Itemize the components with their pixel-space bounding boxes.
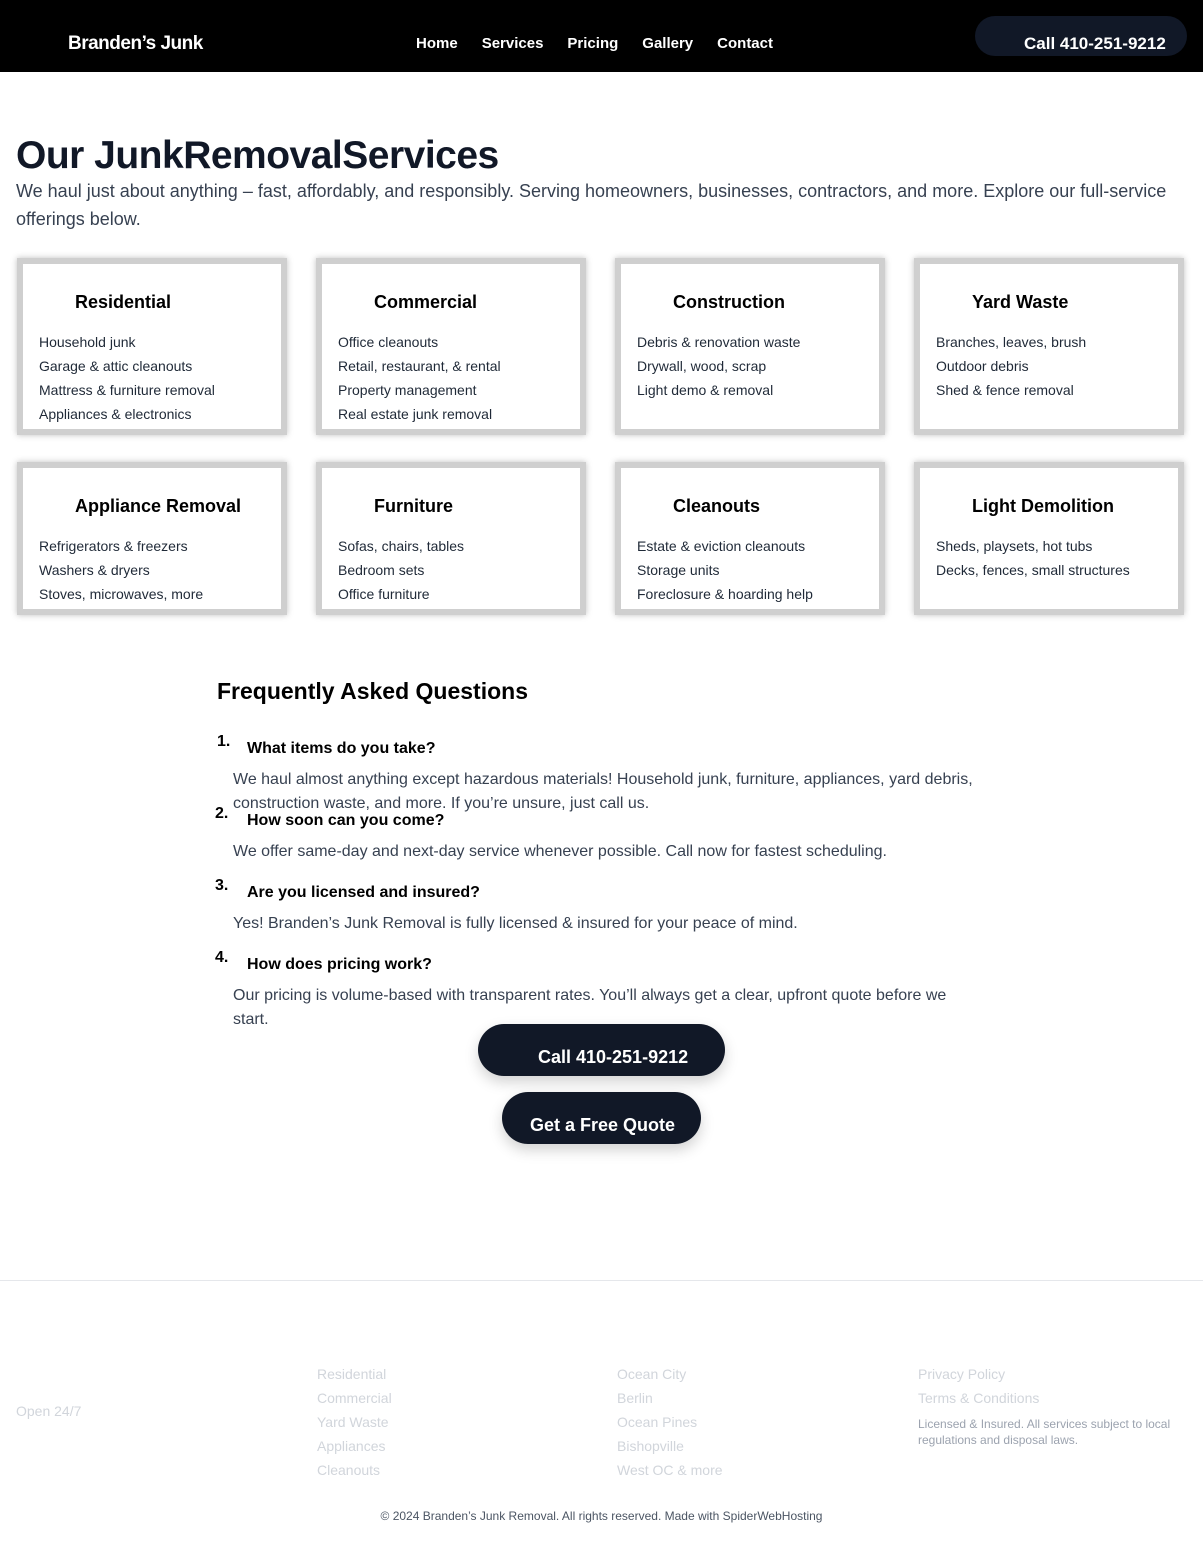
service-item: Refrigerators & freezers — [39, 538, 188, 554]
footer-area-item: Berlin — [617, 1390, 653, 1406]
service-item: Property management — [338, 382, 477, 398]
footer-area-item: Ocean City — [617, 1366, 687, 1382]
faq-number: 2. — [215, 805, 229, 822]
service-item: Decks, fences, small structures — [936, 562, 1130, 578]
service-item: Mattress & furniture removal — [39, 382, 215, 398]
service-card-title: Residential — [75, 292, 172, 312]
service-card-title: Construction — [673, 292, 785, 312]
service-item: Light demo & removal — [637, 382, 774, 398]
faq-heading: Frequently Asked Questions — [217, 678, 528, 704]
footer-link-appliances[interactable]: Appliances — [317, 1438, 386, 1454]
service-card-appliance-removal — [17, 462, 287, 615]
service-item: Shed & fence removal — [936, 382, 1074, 398]
service-card-list — [637, 534, 813, 606]
faq-question: Are you licensed and insured? — [247, 884, 480, 901]
free-quote-button-label[interactable]: Get a Free Quote — [530, 1115, 676, 1135]
top-nav — [0, 0, 1203, 72]
faq-answer: Yes! Branden’s Junk Removal is fully licensed & insured for your peace of mind. — [233, 915, 798, 932]
service-card-residential — [17, 258, 287, 435]
service-item: Retail, restaurant, & rental — [338, 358, 501, 374]
service-card-list — [39, 330, 215, 426]
call-button-header-label[interactable]: Call 410-251-9212 — [1024, 34, 1166, 53]
service-card-list — [936, 534, 1130, 582]
service-card-commercial — [316, 258, 586, 435]
service-card-title: Light Demolition — [972, 496, 1114, 516]
footer-areas-list — [617, 1362, 723, 1482]
brand-logo[interactable]: Branden’s Junk — [68, 33, 203, 54]
service-item: Household junk — [39, 334, 136, 350]
footer-link-commercial[interactable]: Commercial — [317, 1390, 392, 1406]
faq-question: How does pricing work? — [247, 956, 432, 973]
footer-license-note: Licensed & Insured. All services subject to local regulations and disposal laws. — [918, 1417, 1171, 1447]
service-card-light-demolition — [914, 462, 1184, 615]
service-card-list — [936, 330, 1086, 402]
service-item: Debris & renovation waste — [637, 334, 801, 350]
service-item: Appliances & electronics — [39, 406, 192, 422]
service-card-title: Cleanouts — [673, 496, 761, 516]
footer-link-cleanouts[interactable]: Cleanouts — [317, 1462, 381, 1478]
service-item: Branches, leaves, brush — [936, 334, 1087, 350]
nav-link-pricing[interactable]: Pricing — [567, 35, 619, 52]
service-item: Outdoor debris — [936, 358, 1029, 374]
service-item: Garage & attic cleanouts — [39, 358, 193, 374]
call-button-label[interactable]: Call 410-251-9212 — [538, 1047, 689, 1067]
nav-links — [416, 35, 773, 52]
service-card-list — [338, 534, 464, 606]
faq-answer: We offer same-day and next-day service whenever possible. Call now for fastest scheduling. — [233, 843, 887, 860]
page-title: Our JunkRemovalServices — [16, 134, 499, 177]
service-item: Stoves, microwaves, more — [39, 586, 204, 602]
footer-area-item: Ocean Pines — [617, 1414, 698, 1430]
footer-area-item: Bishopville — [617, 1438, 684, 1454]
service-item: Office furniture — [338, 586, 430, 602]
footer-copyright: © 2024 Branden’s Junk Removal. All rights reserved. Made with SpiderWebHosting — [380, 1509, 823, 1523]
faq-question: How soon can you come? — [247, 812, 445, 829]
service-item: Bedroom sets — [338, 562, 425, 578]
faq-question: What items do you take? — [247, 740, 436, 757]
footer-divider — [0, 1280, 1203, 1281]
nav-link-gallery[interactable]: Gallery — [642, 35, 694, 52]
service-item: Real estate junk removal — [338, 406, 493, 422]
footer-services-list — [317, 1362, 392, 1482]
footer-link-privacy-policy[interactable]: Privacy Policy — [918, 1366, 1006, 1382]
service-card-construction — [615, 258, 885, 435]
service-item: Storage units — [637, 562, 720, 578]
footer-link-residential[interactable]: Residential — [317, 1366, 387, 1382]
page-subtitle: We haul just about anything – fast, affordably, and responsibly. Serving homeowners, businesses, contractors, and more. Explore our full-service offerings below. — [16, 181, 1167, 229]
service-item: Washers & dryers — [39, 562, 150, 578]
service-item: Sofas, chairs, tables — [338, 538, 465, 554]
service-card-title: Appliance Removal — [75, 496, 242, 516]
faq-number: 1. — [217, 733, 231, 750]
service-card-title: Yard Waste — [972, 292, 1069, 312]
footer-link-yard-waste[interactable]: Yard Waste — [317, 1414, 389, 1430]
footer-link-terms[interactable]: Terms & Conditions — [918, 1390, 1040, 1406]
footer-hours: Open 24/7 — [16, 1403, 82, 1419]
service-item: Office cleanouts — [338, 334, 439, 350]
service-card-yard-waste — [914, 258, 1184, 435]
service-card-title: Furniture — [374, 496, 453, 516]
footer-area-item: West OC & more — [617, 1462, 723, 1478]
faq-answer: We haul almost anything except hazardous materials! Household junk, furniture, appliances, yard debris, construction waste, and more. If you’re unsure, just call us. — [233, 771, 973, 812]
service-card-furniture — [316, 462, 586, 615]
service-card-cleanouts — [615, 462, 885, 615]
nav-link-contact[interactable]: Contact — [717, 35, 773, 52]
faq-answer: Our pricing is volume-based with transparent rates. You’ll always get a clear, upfront quote before we start. — [233, 987, 947, 1028]
service-card-list — [39, 534, 203, 606]
service-item: Estate & eviction cleanouts — [637, 538, 806, 554]
service-item: Foreclosure & hoarding help — [637, 586, 813, 602]
service-item: Drywall, wood, scrap — [637, 358, 767, 374]
service-card-list — [338, 330, 501, 426]
faq-number: 4. — [215, 949, 229, 966]
service-item: Sheds, playsets, hot tubs — [936, 538, 1093, 554]
service-card-list — [637, 330, 800, 402]
footer-legal-list — [918, 1362, 1039, 1410]
nav-link-services[interactable]: Services — [481, 35, 544, 52]
service-card-title: Commercial — [374, 292, 478, 312]
faq-number: 3. — [215, 877, 229, 894]
nav-link-home[interactable]: Home — [416, 35, 458, 52]
